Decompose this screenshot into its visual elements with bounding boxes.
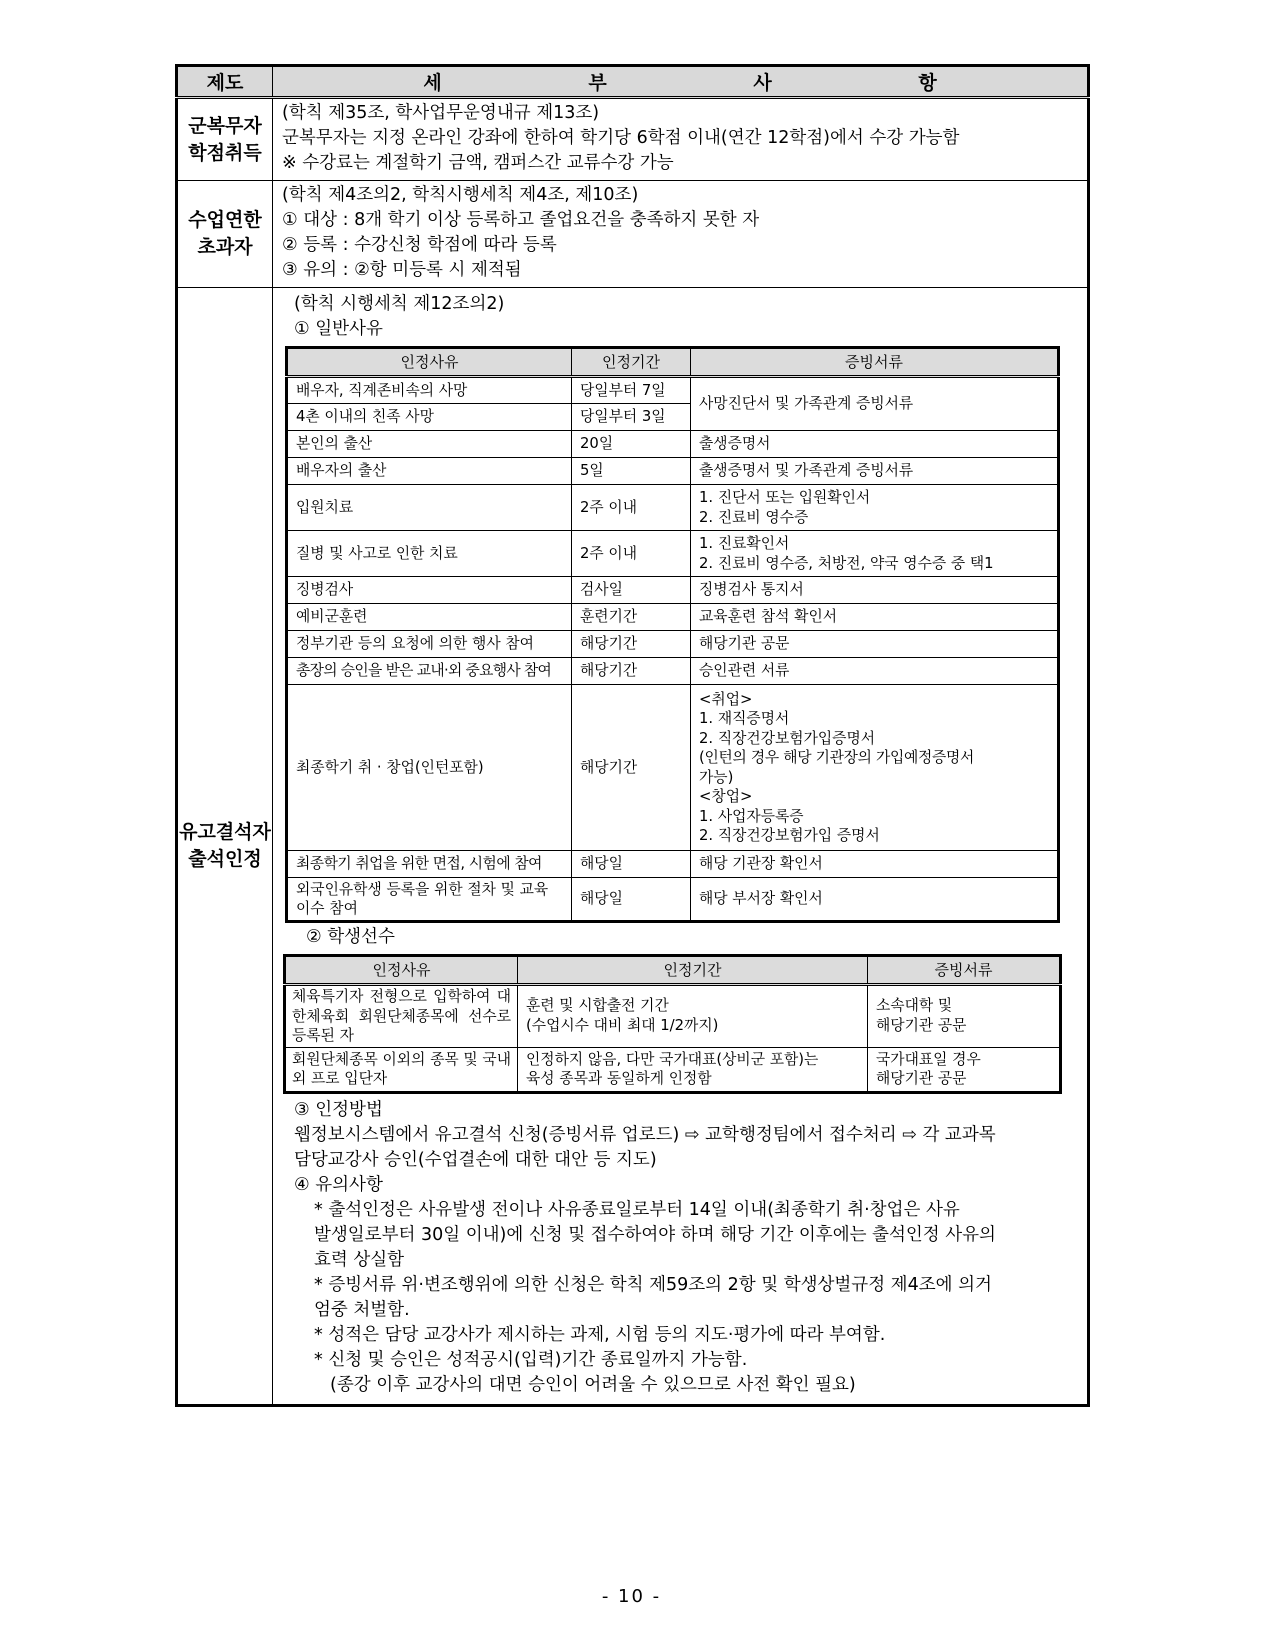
row-military [177, 98, 1089, 181]
table-row: 회원단체종목 이외의 종목 및 국내외 프로 입단자 인정하지 않음, 다만 국가대표(상비군 포함)는 육성 종목과 동일하게 인정함 국가대표일 경우 해당기관 공문 [285, 1047, 1061, 1092]
header-detail [273, 66, 1089, 98]
table-row: 정부기관 등의 요청에 의한 행사 참여 해당기간 해당기관 공문 [287, 631, 1059, 658]
regulation-table [175, 64, 1090, 1407]
row-detail: (학칙 시행세칙 제12조의2) ① 일반사유 인정사유 인정기간 증빙서류 배우자, 직계존비속의 사망 당일부터 7일 사망진단서 및 가족관계 증빙서류 4촌 이내의 친족 사망 당일부터 3일 본인의 출산 20일 출생증명서 배우자의 출산 5일 출생증명서 및 가족관계 증빙서류 입원치료 2주 이내 1. 진단서 또는 입원확인서 2. 진료비 영수증 질병 및 사고로 인한 치료 2주 이내 1. 진료확인서 2. 진료비 영수증, 처방전, 약국 영수증 중 택1 징병검사 검사일 징병검사 통지서 예비군훈련 훈련기간 교육훈련 참석 확인서 정부기관 등의 요청에 의한 행사 참여 해당기간 해당기관 공문 총장의 승인을 받은 교내·외 중요행사 참여 해당기간 승인관련 서류 최종학기 취 · 창업(인턴포함) 해당기간 <취업> 1. 재직증명서 2. 직장건강보험가입증명서 (인턴의 경우 해당 기관장의 가입예정증명서 가능) <창업> 1. 사업자등록증 2. 직장건강보험가입 증명서 최종학기 취업을 위한 면접, 시험에 참여 해당일 해당 기관장 확인서 외국인유학생 등록을 위한 절차 및 교육 이수 참여 해당일 해당 부서장 확인서 ② 학생선수 인정사유 인정기간 증빙서류 체육특기자 전형으로 입학하여 대한체육회 회원단체종목에 선수로 등록된 자 훈련 및 시합출전 기간 (수업시수 대비 최대 1/2까지) 소속대학 및 해당기관 공문 회원단체종목 이외의 종목 및 국내외 프로 입단자 인정하지 않음, 다만 국가대표(상비군 포함)는 육성 종목과 동일하게 인정함 국가대표일 경우 해당기관 공문 ③ 인정방법 웹정보시스템에서 유고결석 신청(증빙서류 업로드) ⇨ 교학행정팀에서 접수처리 ⇨ 각 교과목 담당교강사 승인(수업결손에 대한 대안 등 지도) ④ 유의사항 * 출석인정은 사유발생 전이나 사유종료일로부터 14일 이내(최종학기 취·창업은 사유 발생일로부터 30일 이내)에 신청 및 접수하여야 하며 해당 기간 이후에는 출석인정 사유의 효력 상실함 * 증빙서류 위·변조행위에 의한 신청은 학칙 제59조의 2항 및 학생상벌규정 제4조에 의거 엄중 처벌함. * 성적은 담당 교강사가 제시하는 과제, 시험 등의 지도·평가에 따라 부여함. * 신청 및 승인은 성적공시(입력)기간 종료일까지 가능함. (종강 이후 교강사의 대면 승인이 어려울 수 있으므로 사전 확인 필요) [273, 288, 1089, 1406]
row-detail: (학칙 제35조, 학사업무운영내규 제13조) 군복무자는 지정 온라인 강좌에 한하여 학기당 6학점 이내(연간 12학점)에서 수강 가능함 ※ 수강료는 계절학기 금액, 캠퍼스간 교류수강 가능 [273, 98, 1089, 181]
table-row: 배우자의 출산 5일 출생증명서 및 가족관계 증빙서류 [287, 458, 1059, 485]
row-detail: (학칙 제4조의2, 학칙시행세칙 제4조, 제10조) ① 대상 : 8개 학기 이상 등록하고 졸업요건을 충족하지 못한 자 ② 등록 : 수강신청 학점에 따라 등록 ③ 유의 : ②항 미등록 시 제적됨 [273, 181, 1089, 288]
table-row: 최종학기 취 · 창업(인턴포함) 해당기간 <취업> 1. 재직증명서 2. 직장건강보험가입증명서 (인턴의 경우 해당 기관장의 가입예정증명서 가능) <창업> 1. 사업자등록증 2. 직장건강보험가입 증명서 [287, 685, 1059, 851]
table-row: 체육특기자 전형으로 입학하여 대한체육회 회원단체종목에 선수로 등록된 자 훈련 및 시합출전 기간 (수업시수 대비 최대 1/2까지) 소속대학 및 해당기관 공문 [285, 985, 1061, 1048]
table-row: 질병 및 사고로 인한 치료 2주 이내 1. 진료확인서 2. 진료비 영수증, 처방전, 약국 영수증 중 택1 [287, 531, 1059, 577]
header-detail-char: 세 [423, 72, 442, 94]
header-row [177, 66, 1089, 98]
table-header: 인정사유 인정기간 증빙서류 [287, 348, 1059, 377]
table-row: 입원치료 2주 이내 1. 진단서 또는 입원확인서 2. 진료비 영수증 [287, 485, 1059, 531]
table-row: 본인의 출산 20일 출생증명서 [287, 431, 1059, 458]
table-row: 배우자, 직계존비속의 사망 당일부터 7일 사망진단서 및 가족관계 증빙서류 [287, 377, 1059, 404]
table-header: 인정사유 인정기간 증빙서류 [285, 956, 1061, 985]
table-row: 징병검사 검사일 징병검사 통지서 [287, 577, 1059, 604]
header-detail-char: 사 [753, 72, 772, 94]
table-row: 예비군훈련 훈련기간 교육훈련 참석 확인서 [287, 604, 1059, 631]
row-attendance [177, 288, 1089, 1406]
page-number: - 10 - [601, 1586, 662, 1607]
row-label: 군복무자 학점취득 [177, 98, 273, 181]
table-row: 총장의 승인을 받은 교내·외 중요행사 참여 해당기간 승인관련 서류 [287, 658, 1059, 685]
table-row: 최종학기 취업을 위한 면접, 시험에 참여 해당일 해당 기관장 확인서 [287, 851, 1059, 878]
general-reasons-table [285, 346, 1060, 923]
header-system: 제도 [177, 66, 273, 98]
row-label: 수업연한 초과자 [177, 181, 273, 288]
header-detail-char: 항 [918, 72, 937, 94]
row-overtime [177, 181, 1089, 288]
athlete-table [283, 954, 1062, 1094]
row-label: 유고결석자 출석인정 [177, 288, 273, 1406]
table-row: 외국인유학생 등록을 위한 절차 및 교육 이수 참여 해당일 해당 부서장 확인서 [287, 878, 1059, 922]
table-row: 4촌 이내의 친족 사망 당일부터 3일 [287, 404, 1059, 431]
header-detail-char: 부 [588, 72, 607, 94]
